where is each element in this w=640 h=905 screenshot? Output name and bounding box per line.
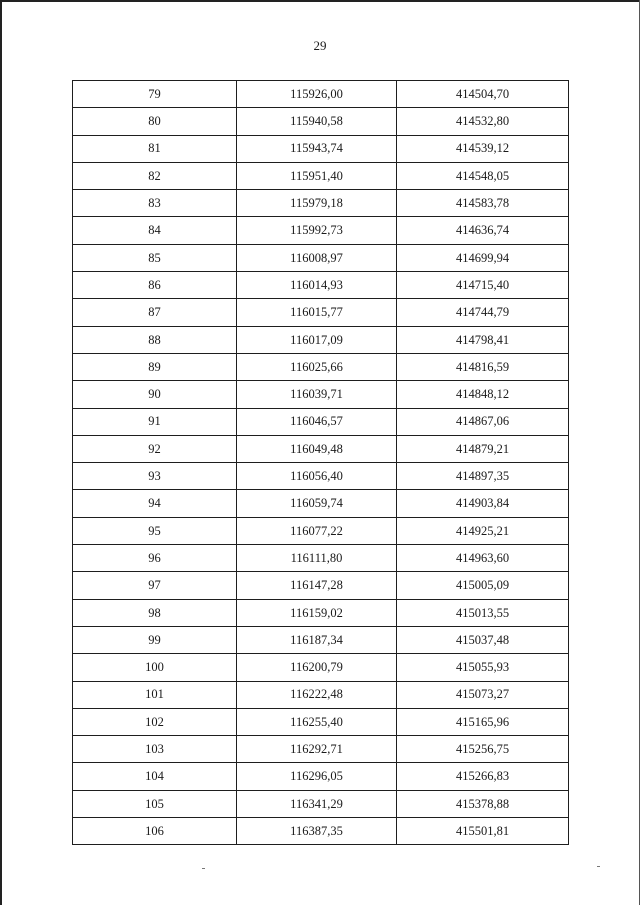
y-coordinate-cell: 415501,81 [397,818,569,845]
scan-edge-left [0,0,2,905]
y-coordinate-cell: 414715,40 [397,272,569,299]
point-number-cell: 91 [73,408,237,435]
y-coordinate-cell: 414699,94 [397,244,569,271]
y-coordinate-cell: 414504,70 [397,81,569,108]
point-number-cell: 98 [73,599,237,626]
x-coordinate-cell: 116296,05 [237,763,397,790]
y-coordinate-cell: 414583,78 [397,190,569,217]
x-coordinate-cell: 116255,40 [237,708,397,735]
table-row [73,435,569,462]
x-coordinate-cell: 116015,77 [237,299,397,326]
point-number-cell: 100 [73,654,237,681]
y-coordinate-cell: 415378,88 [397,790,569,817]
point-number-cell: 102 [73,708,237,735]
x-coordinate-cell: 116341,29 [237,790,397,817]
y-coordinate-cell: 414903,84 [397,490,569,517]
point-number-cell: 106 [73,818,237,845]
point-number-cell: 92 [73,435,237,462]
y-coordinate-cell: 414867,06 [397,408,569,435]
x-coordinate-cell: 115943,74 [237,135,397,162]
x-coordinate-cell: 116014,93 [237,272,397,299]
scan-speck [202,868,205,869]
scan-edge-top [0,0,640,2]
table-row [73,299,569,326]
y-coordinate-cell: 414539,12 [397,135,569,162]
table-row [73,708,569,735]
table-row [73,626,569,653]
table-row [73,272,569,299]
table-row [73,681,569,708]
y-coordinate-cell: 414816,59 [397,353,569,380]
point-number-cell: 101 [73,681,237,708]
table-row [73,108,569,135]
x-coordinate-cell: 116292,71 [237,736,397,763]
x-coordinate-cell: 116077,22 [237,517,397,544]
point-number-cell: 89 [73,353,237,380]
y-coordinate-cell: 414879,21 [397,435,569,462]
x-coordinate-cell: 116008,97 [237,244,397,271]
y-coordinate-cell: 414925,21 [397,517,569,544]
scan-speck [597,866,600,867]
table-row [73,326,569,353]
x-coordinate-cell: 116049,48 [237,435,397,462]
page-number: 29 [313,38,327,53]
x-coordinate-cell: 116039,71 [237,381,397,408]
x-coordinate-cell: 116046,57 [237,408,397,435]
y-coordinate-cell: 414798,41 [397,326,569,353]
table-row [73,763,569,790]
x-coordinate-cell: 116059,74 [237,490,397,517]
point-number-cell: 96 [73,545,237,572]
point-number-cell: 95 [73,517,237,544]
y-coordinate-cell: 414636,74 [397,217,569,244]
table-row [73,490,569,517]
point-number-cell: 87 [73,299,237,326]
x-coordinate-cell: 116017,09 [237,326,397,353]
table-row [73,599,569,626]
table-row [73,381,569,408]
point-number-cell: 85 [73,244,237,271]
point-number-cell: 88 [73,326,237,353]
x-coordinate-cell: 116159,02 [237,599,397,626]
y-coordinate-cell: 415005,09 [397,572,569,599]
table-row [73,217,569,244]
x-coordinate-cell: 116200,79 [237,654,397,681]
y-coordinate-cell: 415256,75 [397,736,569,763]
table-row [73,244,569,271]
table-row [73,135,569,162]
point-number-cell: 86 [73,272,237,299]
table-row [73,190,569,217]
table-row [73,572,569,599]
table-row [73,408,569,435]
point-number-cell: 94 [73,490,237,517]
table-row [73,736,569,763]
table-row [73,162,569,189]
y-coordinate-cell: 415037,48 [397,626,569,653]
point-number-cell: 104 [73,763,237,790]
y-coordinate-cell: 414548,05 [397,162,569,189]
table-row [73,818,569,845]
x-coordinate-cell: 116025,66 [237,353,397,380]
x-coordinate-cell: 115992,73 [237,217,397,244]
point-number-cell: 84 [73,217,237,244]
x-coordinate-cell: 116187,34 [237,626,397,653]
x-coordinate-cell: 115951,40 [237,162,397,189]
point-number-cell: 105 [73,790,237,817]
y-coordinate-cell: 414848,12 [397,381,569,408]
y-coordinate-cell: 415055,93 [397,654,569,681]
y-coordinate-cell: 415165,96 [397,708,569,735]
x-coordinate-cell: 115979,18 [237,190,397,217]
y-coordinate-cell: 415266,83 [397,763,569,790]
y-coordinate-cell: 415013,55 [397,599,569,626]
point-number-cell: 81 [73,135,237,162]
y-coordinate-cell: 414744,79 [397,299,569,326]
point-number-cell: 80 [73,108,237,135]
y-coordinate-cell: 414532,80 [397,108,569,135]
point-number-cell: 103 [73,736,237,763]
x-coordinate-cell: 116111,80 [237,545,397,572]
coordinates-table-body [73,81,569,845]
coordinates-table [72,80,569,845]
table-row [73,353,569,380]
x-coordinate-cell: 115940,58 [237,108,397,135]
point-number-cell: 93 [73,463,237,490]
table-row [73,790,569,817]
point-number-cell: 82 [73,162,237,189]
x-coordinate-cell: 115926,00 [237,81,397,108]
point-number-cell: 90 [73,381,237,408]
y-coordinate-cell: 415073,27 [397,681,569,708]
x-coordinate-cell: 116222,48 [237,681,397,708]
table-row [73,545,569,572]
y-coordinate-cell: 414963,60 [397,545,569,572]
table-row [73,81,569,108]
y-coordinate-cell: 414897,35 [397,463,569,490]
x-coordinate-cell: 116056,40 [237,463,397,490]
point-number-cell: 97 [73,572,237,599]
table-row [73,517,569,544]
point-number-cell: 83 [73,190,237,217]
table-row [73,654,569,681]
x-coordinate-cell: 116387,35 [237,818,397,845]
point-number-cell: 99 [73,626,237,653]
x-coordinate-cell: 116147,28 [237,572,397,599]
table-row [73,463,569,490]
point-number-cell: 79 [73,81,237,108]
